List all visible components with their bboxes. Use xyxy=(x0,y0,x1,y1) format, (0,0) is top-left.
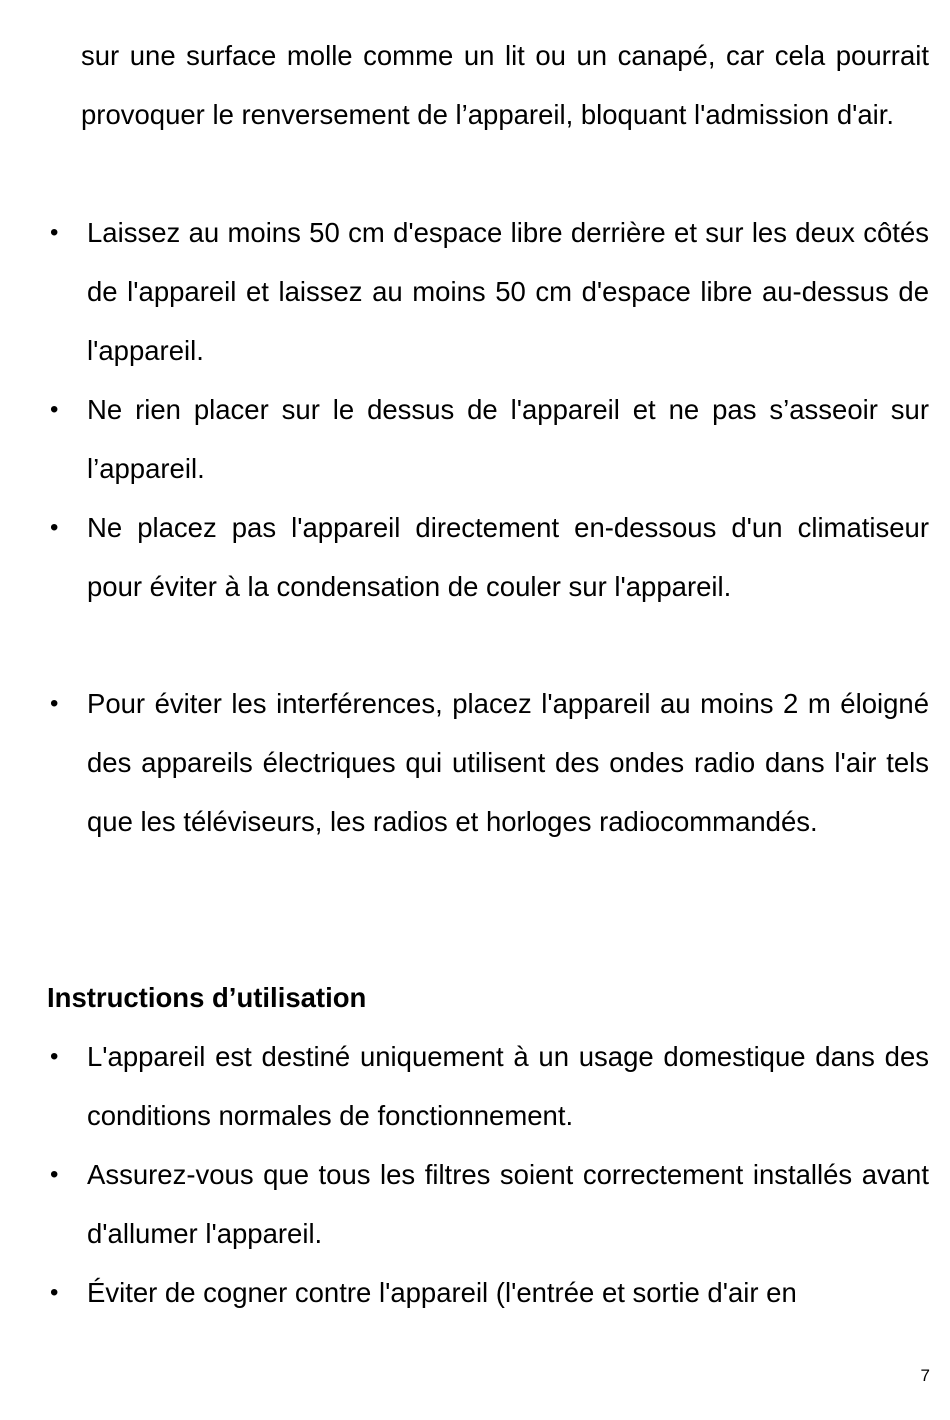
list-item-avoid-knocking: • Éviter de cogner contre l'appareil (l'entrée et sortie d'air en xyxy=(87,1263,929,1322)
list-item-filters: • Assurez-vous que tous les filtres soient correctement installés avant d'allumer l'appareil. xyxy=(87,1145,929,1263)
page-number: 7 xyxy=(920,1366,930,1385)
list-item-interference: • Pour éviter les interférences, placez l'appareil au moins 2 m éloigné des appareils électriques qui utilisent des ondes radio dans l'air tels que les téléviseurs, les radios et horloges radiocommandés. xyxy=(87,674,929,851)
list-item-free-space: • Laissez au moins 50 cm d'espace libre derrière et sur les deux côtés de l'appareil et laissez au moins 50 cm d'espace libre au-dessus de l'appareil. xyxy=(87,203,929,380)
list-item-domestic-use: • L'appareil est destiné uniquement à un usage domestique dans des conditions normales de fonctionnement. xyxy=(87,1027,929,1145)
list-item-nothing-on-top: • Ne rien placer sur le dessus de l'appareil et ne pas s’asseoir sur l’appareil. xyxy=(87,380,929,498)
list-item-air-conditioner: • Ne placez pas l'appareil directement en-dessous d'un climatiseur pour éviter à la condensation de couler sur l'appareil. xyxy=(87,498,929,616)
continuation-paragraph: sur une surface molle comme un lit ou un canapé, car cela pourrait provoquer le renversement de l’appareil, bloquant l'admission d'air. xyxy=(81,40,929,130)
section-heading: Instructions d’utilisation xyxy=(47,982,367,1013)
